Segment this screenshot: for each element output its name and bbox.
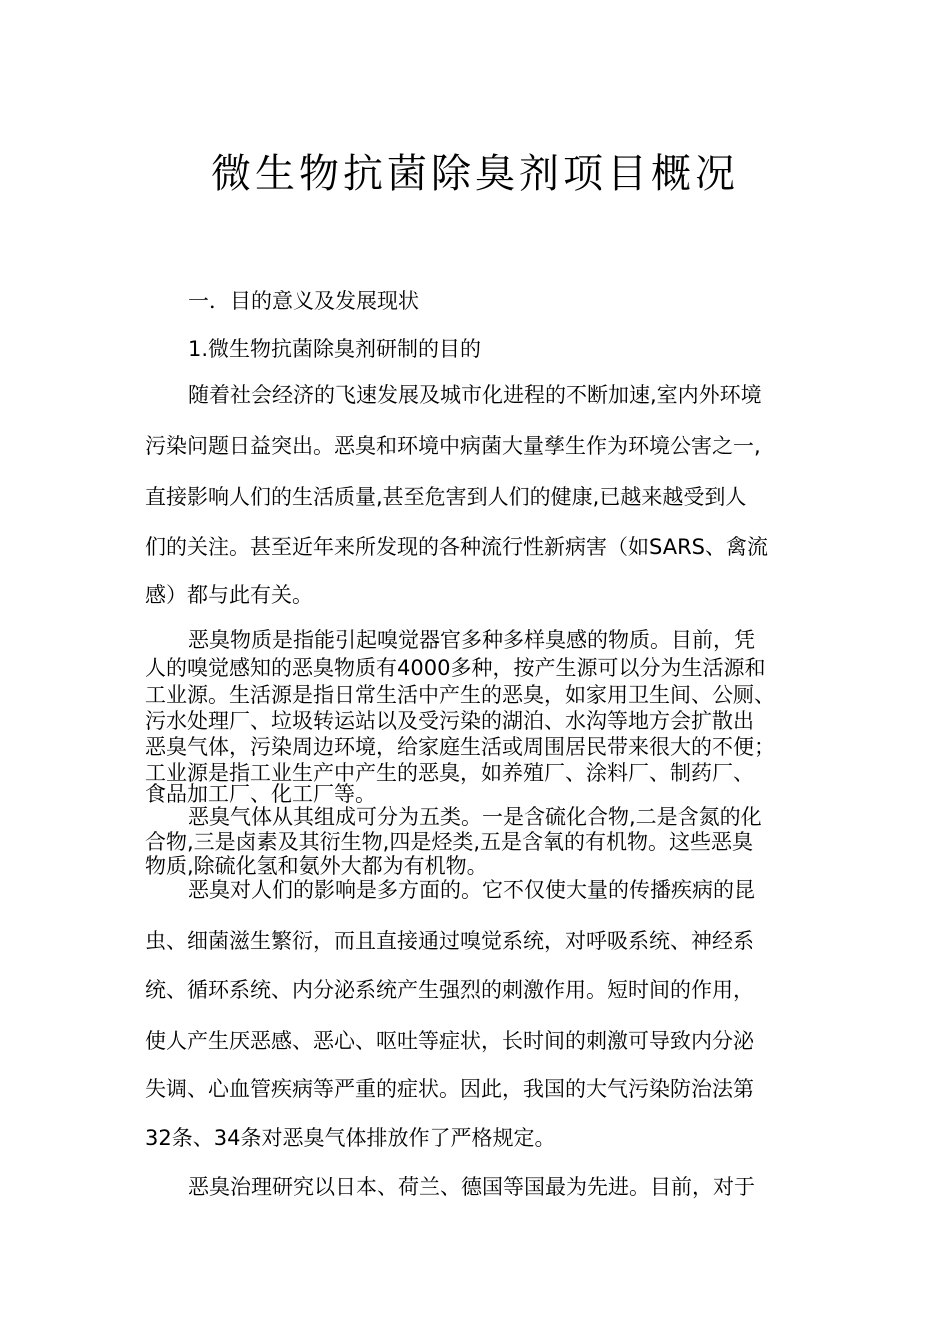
text-line: 随着社会经济的飞速发展及城市化进程的不断加速,室内外环境 — [188, 383, 762, 407]
text-line: 使人产生厌恶感、恶心、呕吐等症状，长时间的刺激可导致内分泌 — [145, 1029, 754, 1053]
text-line: 失调、心血管疾病等严重的症状。因此，我国的大气污染防治法第 — [145, 1077, 754, 1101]
text-line: 直接影响人们的生活质量,甚至危害到人们的健康,已越来越受到人 — [145, 485, 747, 509]
text-line: 食品加工厂、化工厂等。 — [145, 782, 376, 806]
text-line: 恶臭气体从其组成可分为五类。一是含硫化合物,二是含氮的化 — [188, 805, 762, 829]
text-line: 恶臭物质是指能引起嗅觉器官多种多样臭感的物质。目前，凭 — [188, 628, 755, 652]
section-heading: 一．目的意义及发展现状 — [188, 289, 419, 313]
text-line: 合物,三是卤素及其衍生物,四是烃类,五是含氧的有机物。这些恶臭 — [145, 830, 754, 854]
document-title: 微生物抗菌除臭剂项目概况 — [211, 151, 739, 197]
text-line: 恶臭治理研究以日本、荷兰、德国等国最为先进。目前，对于 — [188, 1175, 755, 1199]
text-line: 人的嗅觉感知的恶臭物质有4000多种，按产生源可以分为生活源和 — [145, 656, 766, 680]
text-line: 工业源。生活源是指日常生活中产生的恶臭，如家用卫生间、公厕、 — [145, 683, 775, 707]
text-line: 工业源是指工业生产中产生的恶臭，如养殖厂、涂料厂、制药厂、 — [145, 761, 754, 785]
text-line: 统、循环系统、内分泌系统产生强烈的刺激作用。短时间的作用， — [145, 978, 754, 1002]
text-line: 物质,除硫化氢和氨外大都为有机物。 — [145, 854, 488, 878]
text-line: 虫、细菌滋生繁衍，而且直接通过嗅觉系统，对呼吸系统、神经系 — [145, 929, 754, 953]
subsection-heading: 1.微生物抗菌除臭剂研制的目的 — [188, 337, 482, 361]
text-line: 污水处理厂、垃圾转运站以及受污染的湖泊、水沟等地方会扩散出 — [145, 709, 754, 733]
text-line: 32条、34条对恶臭气体排放作了严格规定。 — [145, 1126, 556, 1150]
text-line: 恶臭气体，污染周边环境，给家庭生活或周围居民带来很大的不便； — [145, 735, 775, 759]
text-line: 感）都与此有关。 — [145, 583, 313, 607]
text-line: 们的关注。甚至近年来所发现的各种流行性新病害（如SARS、禽流 — [145, 535, 769, 559]
text-line: 污染问题日益突出。恶臭和环境中病菌大量孳生作为环境公害之一, — [145, 434, 761, 458]
text-line: 恶臭对人们的影响是多方面的。它不仅使大量的传播疾病的昆 — [188, 878, 755, 902]
